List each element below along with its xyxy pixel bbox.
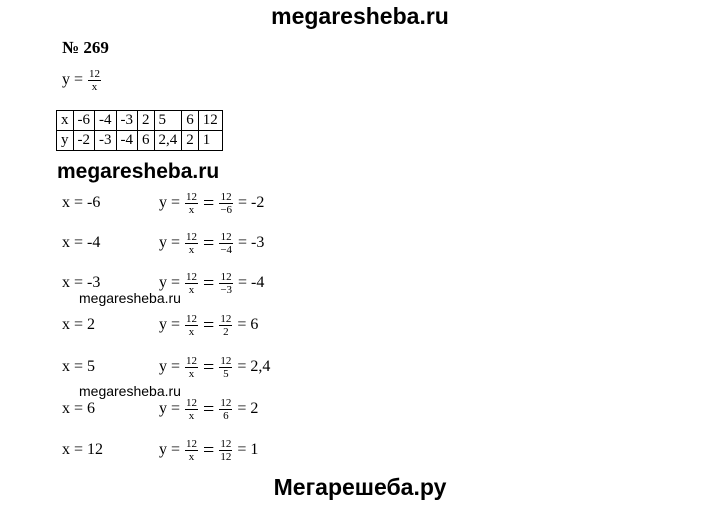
formula-fraction: $\frac{12}{x}$: [186, 354, 198, 380]
substituted-fraction: $\frac{12}{12}$: [220, 437, 232, 463]
y-calculation: y = $\frac{12}{x}$ = $\frac{12}{6}$ = 2: [159, 396, 259, 422]
function-formula: [62, 68, 102, 93]
fraction-numerator: 12: [89, 68, 101, 80]
fraction-denominator: x: [91, 81, 98, 93]
y-calculation: y = $\frac{12}{x}$ = $\frac{12}{-4}$ = -3: [159, 230, 265, 256]
y-calculation: y = $\frac{12}{x}$ = $\frac{12}{12}$ = 1: [159, 437, 259, 463]
substituted-fraction: $\frac{12}{-6}$: [220, 190, 233, 216]
values-table: [56, 110, 223, 151]
result: = 2,4: [237, 358, 271, 375]
table-cell: -4: [116, 131, 138, 151]
table-cell: 5: [154, 111, 182, 131]
result: = -4: [238, 274, 265, 291]
y-calculation: y = $\frac{12}{x}$ = $\frac{12}{-3}$ = -4: [159, 270, 265, 296]
x-value: x = 12: [62, 441, 104, 458]
calculation-row: [62, 435, 362, 465]
table-cell: -3: [95, 131, 117, 151]
table-cell: y: [57, 131, 74, 151]
table-cell: 6: [182, 111, 199, 131]
y-calculation: y = $\frac{12}{x}$ = $\frac{12}{2}$ = 6: [159, 312, 259, 338]
watermark-top: megaresheba.ru: [271, 3, 449, 29]
table-cell: x: [57, 111, 74, 131]
calculation-row: [62, 394, 362, 424]
calculation-row: [62, 352, 362, 382]
table-cell: 2: [182, 131, 199, 151]
x-value: x = 5: [62, 358, 96, 375]
result: = 6: [237, 316, 259, 333]
table-cell: 1: [198, 131, 222, 151]
problem-number: № 269: [62, 38, 109, 57]
calculation-row: [62, 188, 362, 218]
table-cell: 2: [138, 111, 155, 131]
substituted-fraction: $\frac{12}{6}$: [220, 396, 232, 422]
watermark-small: megaresheba.ru: [79, 383, 181, 399]
result: = -2: [238, 194, 265, 211]
x-value: x = 6: [62, 400, 96, 417]
formula-fraction: $\frac{12}{x}$: [186, 230, 198, 256]
formula-fraction: $\frac{12}{x}$: [186, 396, 198, 422]
x-value: x = 2: [62, 316, 96, 333]
table-cell: -4: [95, 111, 117, 131]
table-cell: 6: [138, 131, 155, 151]
x-value: x = -3: [62, 274, 101, 291]
table-cell: -6: [73, 111, 95, 131]
table-cell: 2,4: [154, 131, 182, 151]
formula-fraction: $\frac{12}{x}$: [186, 270, 198, 296]
y-calculation: y = $\frac{12}{x}$ = $\frac{12}{5}$ = 2,4: [159, 354, 271, 380]
y-calculation: y = $\frac{12}{x}$ = $\frac{12}{-6}$ = -2: [159, 190, 265, 216]
x-value: x = -6: [62, 194, 101, 211]
calculation-row: [62, 310, 362, 340]
formula-fraction: $\frac{12}{x}$: [186, 190, 198, 216]
result: = 2: [237, 400, 259, 417]
table-cell: -3: [116, 111, 138, 131]
substituted-fraction: $\frac{12}{-3}$: [220, 270, 233, 296]
formula-fraction: $\frac{12}{x}$: [186, 312, 198, 338]
formula-fraction: $\frac{12}{x}$: [186, 437, 198, 463]
table-cell: 12: [198, 111, 222, 131]
substituted-fraction: $\frac{12}{-4}$: [220, 230, 233, 256]
watermark-middle: megaresheba.ru: [57, 160, 220, 183]
table-row-y: [57, 131, 223, 151]
watermark-bottom: Мегарешеба.ру: [273, 474, 447, 500]
substituted-fraction: $\frac{12}{5}$: [220, 354, 232, 380]
formula-fraction: [88, 68, 101, 93]
result: = 1: [237, 441, 259, 458]
table-row-x: [57, 111, 223, 131]
formula-lhs: y =: [62, 71, 84, 89]
x-value: x = -4: [62, 234, 101, 251]
table-cell: -2: [73, 131, 95, 151]
substituted-fraction: $\frac{12}{2}$: [220, 312, 232, 338]
calculation-row: [62, 228, 362, 258]
result: = -3: [238, 234, 265, 251]
watermark-small: megaresheba.ru: [79, 290, 181, 306]
